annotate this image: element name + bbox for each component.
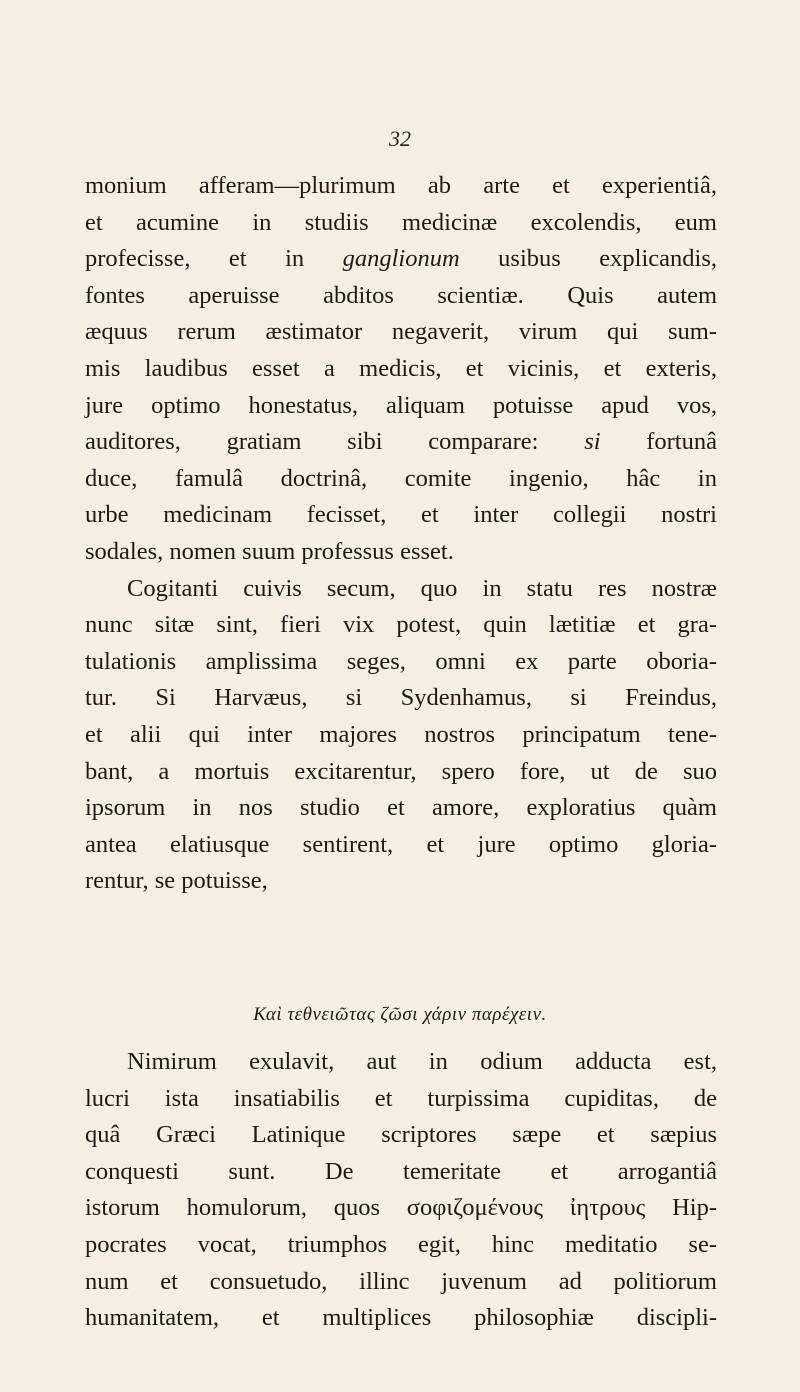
text-line: nunc sitæ sint, fieri vix potest, quin lætitiæ et gra- <box>85 611 717 639</box>
text-line: et alii qui inter majores nostros principatum tene- <box>85 720 717 748</box>
paragraph-1 <box>85 168 717 571</box>
text-line: quâ Græci Latinique scriptores sæpe et sæpius <box>85 1121 717 1149</box>
text-line: duce, famulâ doctrinâ, comite ingenio, hâc in <box>85 464 717 492</box>
text-line: pocrates vocat, triumphos egit, hinc meditatio se- <box>85 1230 717 1258</box>
text-line: rentur, se potuisse, <box>85 867 268 895</box>
text-line: num et consuetudo, illinc juvenum ad politiorum <box>85 1267 717 1295</box>
text-line: sodales, nomen suum professus esset. <box>85 537 454 565</box>
text-line: Cogitanti cuivis secum, quo in statu res nostræ <box>127 574 717 602</box>
text-line: tur. Si Harvæus, si Sydenhamus, si Freindus, <box>85 684 717 712</box>
continued-text-block <box>85 1044 717 1337</box>
text-line: tulationis amplissima seges, omni ex parte oboria- <box>85 647 717 675</box>
text-line: conquesti sunt. De temeritate et arrogantiâ <box>85 1157 717 1185</box>
paragraph-3 <box>85 1044 717 1337</box>
main-text-block <box>85 168 717 900</box>
text-line: istorum homulorum, quos σοφιζομένους ἰητρους Hip- <box>85 1194 717 1222</box>
text-line: profecisse, et in ganglionum usibus explicandis, <box>85 245 717 273</box>
text-line: auditores, gratiam sibi comparare: si fortunâ <box>85 428 717 456</box>
greek-quote: Καὶ τεθνειῶτας ζῶσι χάριν παρέχειν. <box>253 1004 547 1025</box>
paragraph-2 <box>85 571 717 900</box>
text-line: ipsorum in nos studio et amore, exploratius quàm <box>85 794 717 822</box>
page-number: 32 <box>389 126 411 151</box>
text-line: humanitatem, et multiplices philosophiæ discipli- <box>85 1304 717 1332</box>
text-line: jure optimo honestatus, aliquam potuisse apud vos, <box>85 391 717 419</box>
text-line: et acumine in studiis medicinæ excolendis, eum <box>85 208 717 236</box>
text-line: monium afferam—plurimum ab arte et experientiâ, <box>85 172 717 199</box>
text-line: mis laudibus esset a medicis, et vicinis, et exteris, <box>85 354 717 382</box>
text-line: antea elatiusque sentirent, et jure optimo gloria- <box>85 830 717 858</box>
text-line: lucri ista insatiabilis et turpissima cupiditas, de <box>85 1084 717 1112</box>
text-line: Nimirum exulavit, aut in odium adducta est, <box>127 1048 717 1075</box>
text-line: bant, a mortuis excitarentur, spero fore, ut de suo <box>85 757 717 785</box>
text-line: æquus rerum æstimator negaverit, virum qui sum- <box>85 318 717 346</box>
text-line: urbe medicinam fecisset, et inter collegii nostri <box>85 501 717 529</box>
text-line: fontes aperuisse abditos scientiæ. Quis autem <box>85 281 717 309</box>
